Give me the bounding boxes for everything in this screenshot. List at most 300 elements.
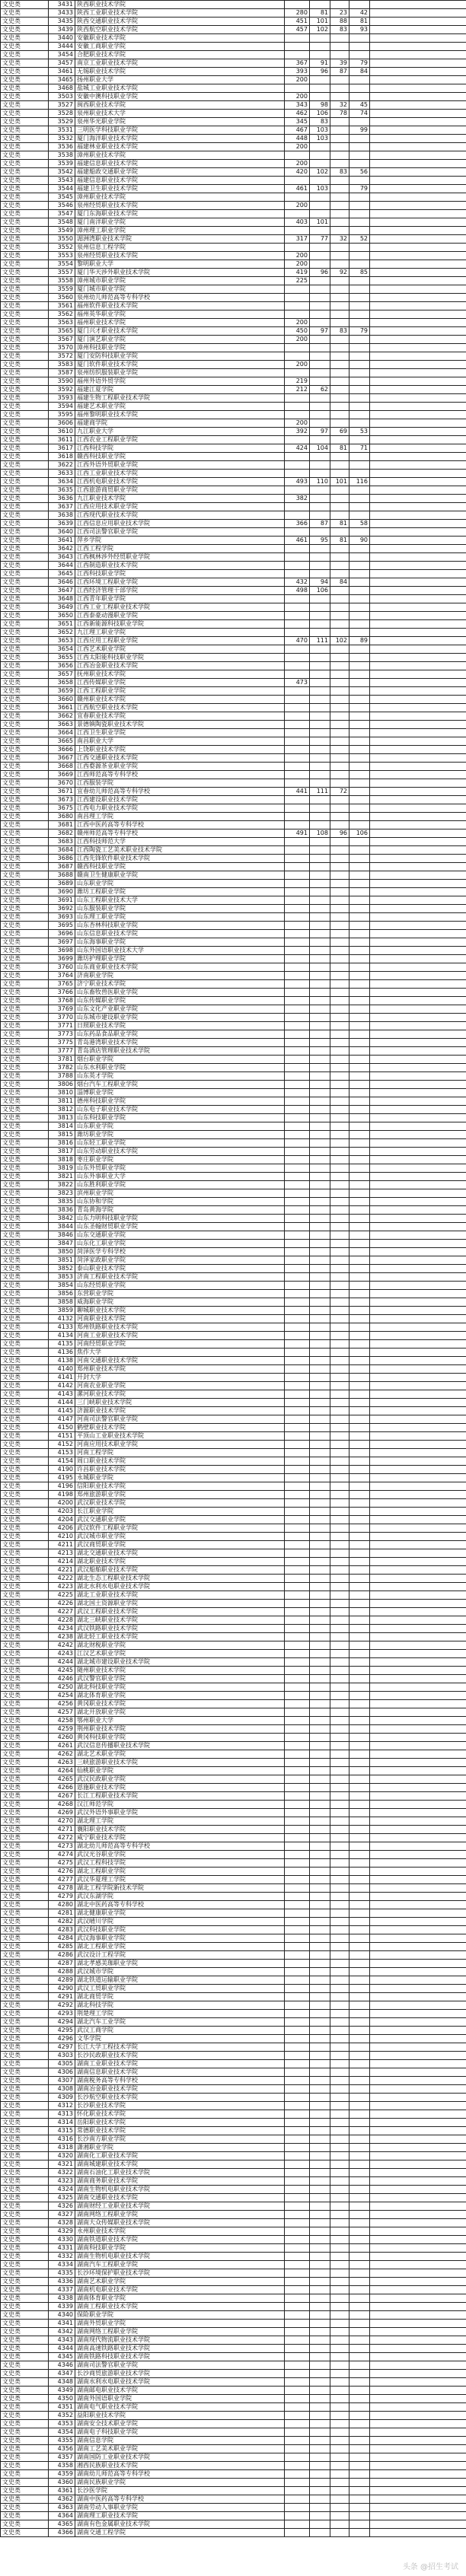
table-cell: [350, 1307, 370, 1315]
table-cell: 文史类: [1, 235, 49, 244]
table-cell: 武汉光谷职业学院: [75, 1851, 285, 1859]
table-cell: [370, 746, 466, 754]
table-cell: 3818: [49, 1156, 75, 1164]
table-cell: 湖南交通工程学院: [75, 2529, 285, 2537]
table-cell: [310, 2487, 330, 2495]
table-cell: 4289: [49, 1976, 75, 1985]
table-cell: 4323: [49, 2177, 75, 2186]
table-cell: [350, 453, 370, 461]
table-cell: [350, 1332, 370, 1340]
table-row: [1, 1282, 466, 1290]
table-cell: 文史类: [1, 704, 49, 712]
table-cell: [285, 2361, 310, 2370]
table-cell: [330, 880, 350, 888]
table-cell: 安徽工商职业学院: [75, 43, 285, 51]
table-cell: [285, 2227, 310, 2236]
table-cell: [330, 2219, 350, 2227]
table-cell: [285, 570, 310, 578]
table-cell: 文史类: [1, 1901, 49, 1909]
table-cell: [330, 1273, 350, 1282]
table-cell: [310, 2001, 330, 2010]
table-cell: [370, 679, 466, 687]
table-cell: 3657: [49, 670, 75, 679]
table-cell: [370, 1616, 466, 1625]
table-cell: 4243: [49, 1650, 75, 1658]
table-cell: [330, 528, 350, 537]
table-cell: [285, 2437, 310, 2445]
table-row: [1, 2236, 466, 2244]
table-cell: [350, 997, 370, 1005]
table-cell: 文史类: [1, 2211, 49, 2219]
table-cell: 4350: [49, 2395, 75, 2403]
table-cell: [310, 352, 330, 361]
table-cell: [310, 1901, 330, 1909]
table-row: [1, 1223, 466, 1231]
table-cell: [350, 2445, 370, 2453]
table-cell: 4285: [49, 1943, 75, 1951]
table-cell: [370, 888, 466, 896]
table-cell: 福州黎明职业技术学院: [75, 411, 285, 419]
table-cell: [350, 1223, 370, 1231]
table-cell: 湖南理工职业技术学院: [75, 2512, 285, 2520]
table-cell: [285, 1985, 310, 1993]
table-cell: [370, 177, 466, 185]
table-cell: 文史类: [1, 2445, 49, 2453]
table-cell: 文史类: [1, 177, 49, 185]
table-cell: [330, 1114, 350, 1122]
table-cell: [370, 1650, 466, 1658]
table-cell: [330, 2177, 350, 2186]
table-row: [1, 1524, 466, 1533]
table-cell: [350, 1893, 370, 1901]
table-cell: [330, 2102, 350, 2110]
table-cell: [330, 1700, 350, 1708]
table-cell: [350, 1683, 370, 1692]
table-row: [1, 1265, 466, 1273]
table-row: [1, 1407, 466, 1415]
table-cell: [285, 1047, 310, 1056]
table-cell: [370, 1775, 466, 1784]
table-cell: 文史类: [1, 1365, 49, 1374]
table-cell: [310, 403, 330, 411]
table-row: [1, 2060, 466, 2068]
table-cell: 鄂州职业大学: [75, 1717, 285, 1725]
table-cell: [285, 1809, 310, 1817]
table-cell: [350, 1524, 370, 1533]
table-cell: 3658: [49, 679, 75, 687]
table-cell: 烟台职业学院: [75, 1056, 285, 1064]
table-cell: 文史类: [1, 1189, 49, 1198]
table-cell: [330, 43, 350, 51]
table-cell: [330, 1767, 350, 1775]
table-row: [1, 202, 466, 210]
table-row: [1, 972, 466, 980]
table-cell: 文史类: [1, 285, 49, 294]
table-row: [1, 1575, 466, 1583]
table-cell: [330, 1215, 350, 1223]
table-cell: [330, 1575, 350, 1583]
table-cell: 江西新能源科技职业学院: [75, 620, 285, 629]
table-cell: [370, 269, 466, 277]
table-cell: 116: [350, 478, 370, 486]
table-cell: 福建卫生职业技术学院: [75, 185, 285, 193]
table-row: [1, 1851, 466, 1859]
table-cell: 3668: [49, 763, 75, 771]
table-row: [1, 319, 466, 327]
table-cell: 文史类: [1, 1633, 49, 1641]
table-cell: 3821: [49, 1173, 75, 1181]
table-cell: [330, 2001, 350, 2010]
table-cell: [350, 2303, 370, 2311]
table-cell: [285, 2094, 310, 2102]
table-cell: 文史类: [1, 1240, 49, 1248]
table-cell: [285, 1708, 310, 1717]
table-row: [1, 2169, 466, 2177]
table-cell: [310, 670, 330, 679]
table-cell: [310, 2127, 330, 2135]
table-cell: [285, 1508, 310, 1516]
table-cell: 福州英华职业学院: [75, 310, 285, 319]
table-cell: [330, 1658, 350, 1667]
table-cell: 文史类: [1, 168, 49, 177]
table-row: [1, 419, 466, 428]
table-cell: 福州职业技术学院: [75, 319, 285, 327]
table-cell: 95: [310, 537, 330, 545]
table-cell: [370, 896, 466, 905]
table-cell: [285, 2160, 310, 2169]
table-cell: [370, 1039, 466, 1047]
table-cell: [370, 905, 466, 913]
table-cell: 4328: [49, 2219, 75, 2227]
table-cell: 3686: [49, 855, 75, 863]
table-cell: [285, 244, 310, 252]
table-cell: [310, 1081, 330, 1089]
table-cell: [330, 1566, 350, 1575]
table-cell: [310, 1533, 330, 1541]
table-row: [1, 285, 466, 294]
table-cell: 湖南外国语职业学院: [75, 2395, 285, 2403]
table-cell: 498: [285, 587, 310, 595]
table-cell: 文史类: [1, 2387, 49, 2395]
table-row: [1, 888, 466, 896]
table-cell: [310, 1148, 330, 1156]
table-cell: 448: [285, 135, 310, 143]
table-cell: 江西工业职业技术学院: [75, 470, 285, 478]
table-cell: [330, 503, 350, 511]
table-cell: 文史类: [1, 1692, 49, 1700]
table-cell: [350, 679, 370, 687]
table-cell: [285, 704, 310, 712]
table-cell: [310, 754, 330, 763]
table-cell: [370, 202, 466, 210]
table-cell: 山东职业学院: [75, 1122, 285, 1131]
table-cell: [370, 2077, 466, 2085]
table-cell: [350, 1859, 370, 1868]
table-cell: 3662: [49, 712, 75, 721]
table-cell: 抚州职业技术学院: [75, 670, 285, 679]
table-cell: 文史类: [1, 2512, 49, 2520]
table-cell: [285, 1558, 310, 1566]
table-cell: [310, 1039, 330, 1047]
table-cell: [350, 1407, 370, 1415]
table-row: [1, 193, 466, 202]
table-cell: [370, 1323, 466, 1332]
table-row: [1, 612, 466, 620]
table-cell: [350, 871, 370, 880]
table-row: [1, 1541, 466, 1549]
table-cell: 山东文化产业职业学院: [75, 1005, 285, 1014]
table-cell: 4342: [49, 2328, 75, 2336]
table-cell: 3664: [49, 729, 75, 737]
table-cell: 4270: [49, 1817, 75, 1826]
table-cell: [370, 1181, 466, 1189]
table-cell: [350, 2487, 370, 2495]
table-cell: [350, 1206, 370, 1215]
table-cell: 山东轻工职业学院: [75, 1139, 285, 1148]
table-cell: [370, 244, 466, 252]
table-cell: [330, 461, 350, 470]
table-cell: 湖北生态工程职业技术学院: [75, 1575, 285, 1583]
table-row: [1, 1415, 466, 1424]
table-cell: 4315: [49, 2127, 75, 2135]
table-cell: 文史类: [1, 2395, 49, 2403]
table-cell: [310, 1189, 330, 1198]
table-cell: 4327: [49, 2211, 75, 2219]
table-row: [1, 1876, 466, 1884]
table-cell: [310, 1030, 330, 1039]
table-cell: [350, 1516, 370, 1524]
table-cell: 潍坊工程职业学院: [75, 888, 285, 896]
table-cell: [310, 1968, 330, 1976]
table-cell: 4210: [49, 1533, 75, 1541]
table-row: [1, 1951, 466, 1960]
table-cell: [330, 1667, 350, 1675]
table-cell: [285, 2135, 310, 2144]
table-cell: [350, 1131, 370, 1139]
table-cell: [330, 595, 350, 603]
table-row: [1, 369, 466, 377]
table-cell: [330, 1583, 350, 1591]
table-cell: [285, 210, 310, 218]
table-cell: [370, 1533, 466, 1541]
table-row: [1, 336, 466, 344]
table-cell: 湖北国土资源职业学院: [75, 1600, 285, 1608]
table-cell: [330, 754, 350, 763]
table-cell: 文史类: [1, 1499, 49, 1508]
table-cell: 武汉民政职业学院: [75, 1775, 285, 1784]
table-cell: [350, 470, 370, 478]
table-cell: [310, 804, 330, 813]
table-cell: [330, 2119, 350, 2127]
table-cell: [370, 1909, 466, 1918]
table-cell: 文史类: [1, 2437, 49, 2445]
table-cell: [350, 2353, 370, 2361]
table-cell: 3454: [49, 51, 75, 59]
table-cell: [285, 620, 310, 629]
table-cell: [285, 2428, 310, 2437]
table-cell: 文史类: [1, 2227, 49, 2236]
table-cell: 450: [285, 327, 310, 336]
table-cell: 77: [310, 235, 330, 244]
table-cell: [330, 913, 350, 922]
table-row: [1, 880, 466, 888]
table-cell: [285, 1189, 310, 1198]
table-cell: 文史类: [1, 327, 49, 336]
table-cell: [310, 963, 330, 972]
table-cell: [285, 2152, 310, 2160]
table-cell: [350, 1993, 370, 2001]
table-cell: 3444: [49, 43, 75, 51]
table-cell: 4343: [49, 2336, 75, 2345]
table-cell: 文史类: [1, 1575, 49, 1583]
table-cell: [285, 1114, 310, 1122]
table-cell: [330, 2353, 350, 2361]
table-cell: [370, 2336, 466, 2345]
table-cell: 79: [350, 327, 370, 336]
table-cell: [370, 1508, 466, 1516]
table-cell: [285, 1357, 310, 1365]
table-cell: 4277: [49, 1876, 75, 1884]
table-cell: 文史类: [1, 1223, 49, 1231]
table-row: [1, 168, 466, 177]
table-cell: [330, 846, 350, 855]
table-cell: [285, 1164, 310, 1173]
table-cell: [350, 1801, 370, 1809]
table-cell: [370, 2102, 466, 2110]
table-cell: [370, 101, 466, 110]
table-cell: [310, 302, 330, 310]
table-row: [1, 2194, 466, 2202]
table-cell: 103: [310, 135, 330, 143]
table-cell: [350, 1926, 370, 1934]
table-cell: 3532: [49, 135, 75, 143]
table-cell: [310, 905, 330, 913]
table-cell: 3777: [49, 1047, 75, 1056]
table-cell: 4274: [49, 1851, 75, 1859]
table-cell: [370, 972, 466, 980]
table-cell: [370, 2470, 466, 2479]
table-cell: [330, 1072, 350, 1081]
table-cell: [310, 1717, 330, 1725]
table-cell: 280: [285, 9, 310, 18]
table-cell: [350, 51, 370, 59]
table-cell: [330, 1231, 350, 1240]
table-cell: [350, 1106, 370, 1114]
table-cell: [285, 1323, 310, 1332]
table-cell: [285, 403, 310, 411]
table-row: [1, 2395, 466, 2403]
table-cell: 3673: [49, 796, 75, 804]
table-cell: 武汉铁路职业技术学院: [75, 1625, 285, 1633]
table-cell: 392: [285, 428, 310, 436]
table-cell: 滨州职业学院: [75, 1189, 285, 1198]
table-cell: [350, 729, 370, 737]
table-cell: [310, 2144, 330, 2152]
table-cell: 4332: [49, 2253, 75, 2261]
table-cell: [310, 1332, 330, 1340]
table-cell: [370, 2311, 466, 2320]
table-row: [1, 1072, 466, 1081]
table-cell: [350, 177, 370, 185]
table-row: [1, 2035, 466, 2043]
table-row: [1, 352, 466, 361]
table-cell: 江西泰豪动漫职业学院: [75, 612, 285, 620]
table-cell: [310, 2035, 330, 2043]
table-cell: 3622: [49, 461, 75, 470]
table-cell: 文史类: [1, 1457, 49, 1466]
table-cell: 3683: [49, 838, 75, 846]
table-cell: 济源职业技术学院: [75, 1407, 285, 1415]
table-cell: [370, 1173, 466, 1181]
table-cell: 文史类: [1, 403, 49, 411]
table-cell: 4200: [49, 1499, 75, 1508]
table-cell: [370, 2186, 466, 2194]
table-cell: 3529: [49, 118, 75, 126]
table-cell: [285, 922, 310, 930]
table-cell: [350, 386, 370, 394]
table-cell: [285, 771, 310, 779]
table-cell: [310, 1658, 330, 1667]
table-cell: 湖南现代物流职业技术学院: [75, 2336, 285, 2345]
table-cell: [330, 1148, 350, 1156]
table-cell: 文史类: [1, 947, 49, 955]
table-cell: [350, 1457, 370, 1466]
table-cell: 湖南体育职业学院: [75, 2294, 285, 2303]
table-cell: 文史类: [1, 629, 49, 637]
table-cell: 文史类: [1, 18, 49, 26]
table-cell: [350, 989, 370, 997]
table-cell: [310, 419, 330, 428]
table-row: [1, 1432, 466, 1441]
table-row: [1, 2068, 466, 2077]
table-cell: [330, 1926, 350, 1934]
table-cell: [330, 670, 350, 679]
table-cell: 日照职业技术学院: [75, 1022, 285, 1030]
table-cell: [285, 1633, 310, 1641]
table-cell: [310, 2336, 330, 2345]
table-cell: [330, 1206, 350, 1215]
table-cell: 山东海事职业学院: [75, 938, 285, 947]
table-cell: [285, 151, 310, 160]
table-cell: [310, 1156, 330, 1164]
table-cell: [370, 26, 466, 34]
table-cell: [310, 997, 330, 1005]
table-cell: [310, 2420, 330, 2428]
table-cell: [370, 1072, 466, 1081]
table-cell: [285, 2144, 310, 2152]
table-cell: [330, 1834, 350, 1842]
table-cell: [370, 1809, 466, 1817]
table-cell: 3560: [49, 294, 75, 302]
table-cell: [310, 955, 330, 963]
table-row: [1, 1122, 466, 1131]
table-cell: 福建商学院: [75, 419, 285, 428]
table-cell: 96: [310, 68, 330, 76]
table-cell: [370, 1960, 466, 1968]
table-cell: [370, 1692, 466, 1700]
table-cell: [310, 2361, 330, 2370]
table-cell: 4352: [49, 2412, 75, 2420]
table-row: [1, 1357, 466, 1365]
table-cell: [330, 2110, 350, 2119]
table-cell: 文史类: [1, 1675, 49, 1683]
table-cell: [310, 2043, 330, 2052]
table-cell: [370, 1164, 466, 1173]
table-cell: 文史类: [1, 2261, 49, 2269]
table-cell: [285, 2060, 310, 2068]
table-cell: [310, 1064, 330, 1072]
table-cell: 96: [330, 829, 350, 838]
